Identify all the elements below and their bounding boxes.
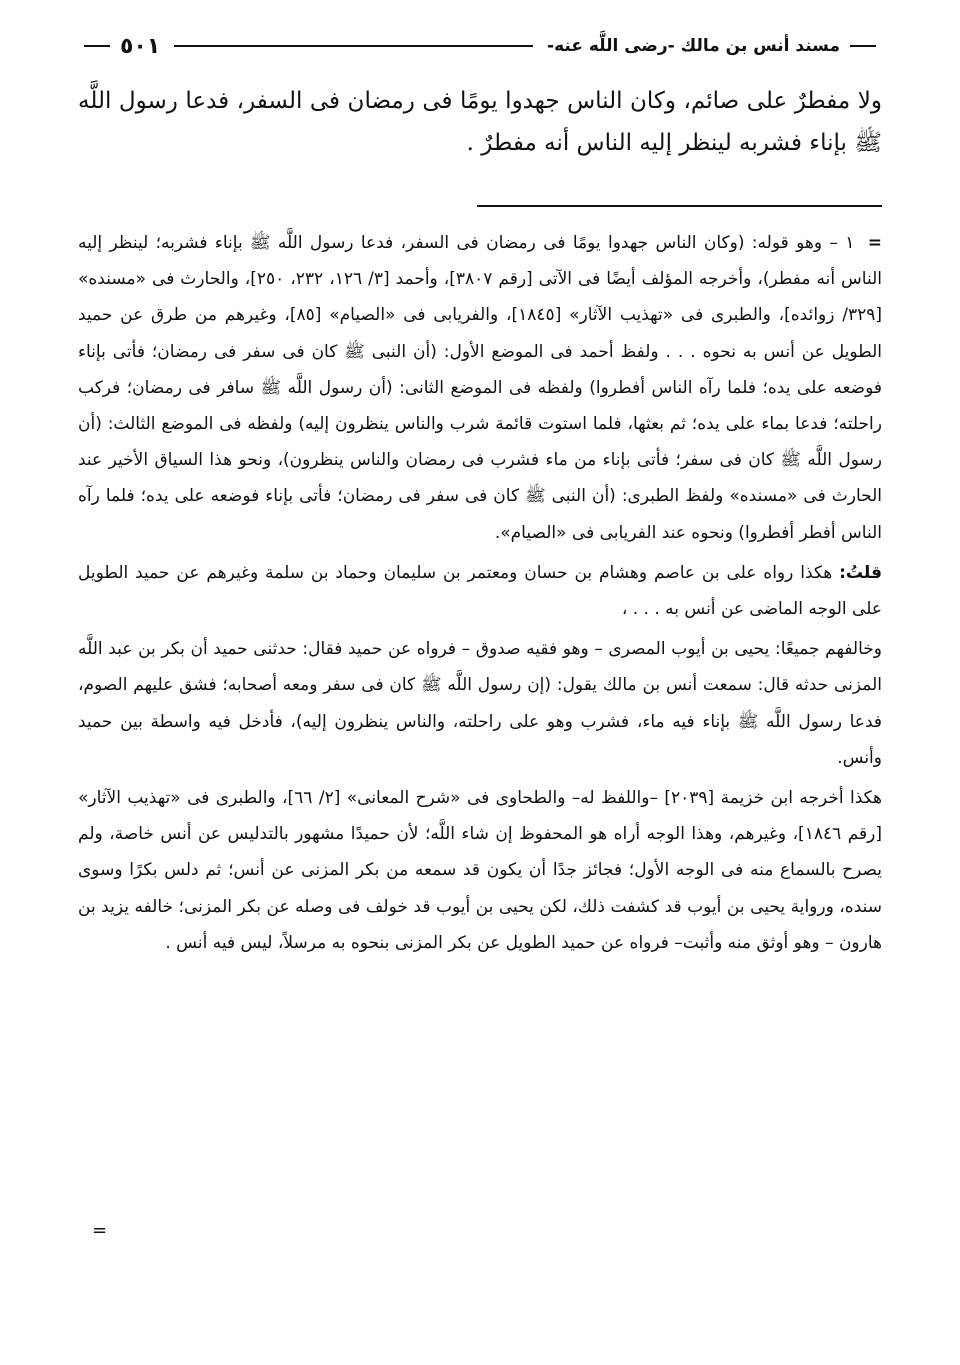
footnote-separator xyxy=(477,205,882,207)
footnote-text: هكذا رواه على بن عاصم وهشام بن حسان ومعتمر بن سليمان وحماد بن سلمة وغيرهم عن حميد الطويل على الوجه الماضى عن أنس به . . . ، xyxy=(78,562,882,620)
footnote-text: وهو قوله: (وكان الناس جهدوا يومًا فى رمضان فى السفر، فدعا رسول اللَّه ﷺ بإناء فشربه؛ لينظر إليه الناس أنه مفطر)، وأخرجه المؤلف أيضًا فى الآتى [رقم ٣٨٠٧]، وأحمد [٣/ ١٢٦، ٢٣٢، ٢٥٠]، والحارث فى «مسنده» [٣٢٩/ زوائده]، والطبرى فى «تهذيب الآثار» [١٨٤٥]، والفريابى فى «الصيام» [٨٥]، وغيرهم من طرق عن حميد الطويل عن أنس به نحوه . . . ولفظ أحمد فى الموضع الأول: (أن النبى ﷺ كان فى سفر فى رمضان؛ فأتى بإناء فوضعه على يده؛ فلما رآه الناس أفطروا) ولفظه فى الموضع الثانى: (أن رسول اللَّه ﷺ سافر فى رمضان؛ فركب راحلته؛ فدعا بماء على يده؛ ثم بعثها، فلما استوت قائمة شرب والناس ينظرون إليه) ولفظه فى الموضع الثالث: (أن رسول اللَّه ﷺ كان فى سفر؛ فأتى بإناء من ماء فشرب فى رمضان والناس ينظرون)، ونحو هذا السياق الأخير عند الحارث فى «مسنده» ولفظ الطبرى: (أن النبى ﷺ كان فى سفر فى رمضان؛ فأتى بإناء فوضعه على يده؛ فلما رآه الناس أفطر أفطروا) ونحوه عند الفريابى فى «الصيام». xyxy=(78,233,883,543)
qultu-label: قلتُ: xyxy=(839,562,882,583)
continuation-mark-end: = xyxy=(92,1220,108,1241)
page-number: ٥٠١ xyxy=(120,33,161,59)
header-rule xyxy=(174,45,533,47)
header-dash xyxy=(850,45,876,47)
running-title: مسند أنس بن مالك -رضى اللَّه عنه- xyxy=(547,36,840,56)
footnote-paragraph xyxy=(78,225,882,551)
footnotes xyxy=(78,225,882,965)
footnote-paragraph xyxy=(78,780,882,961)
footnote-text: هكذا أخرجه ابن خزيمة [٢٠٣٩] –واللفظ له– والطحاوى فى «شرح المعانى» [٢/ ٦٦]، والطبرى فى «تهذيب الآثار» [رقم ١٨٤٦]، وغيرهم، وهذا الوجه أراه هو المحفوظ إن شاء اللَّه؛ لأن حميدًا مشهور بالتدليس عن أنس خاصة، ولم يصرح بالسماع منه فى الوجه الأول؛ فجائز جدًا أن يكون قد سمعه من بكر المزنى عن أنس؛ ثم دلس بكرًا وسوى سنده، ورواية يحيى بن أيوب قد كشفت ذلك، لكن يحيى بن أيوب قد خولف فى وصله عن بكر المزنى؛ خالفه يزيد بن هارون – وهو أوثق منه وأثبت– فرواه عن حميد الطويل عن بكر المزنى بنحوه به مرسلاً، ليس فيه أنس . xyxy=(78,788,882,953)
header-dash xyxy=(84,45,110,47)
footnote-paragraph xyxy=(78,555,882,627)
main-hadith-text: ولا مفطرٌ على صائم، وكان الناس جهدوا يومًا فى رمضان فى السفر، فدعا رسول اللَّه ﷺ بإناء فشربه لينظر إليه الناس أنه مفطرٌ . xyxy=(78,88,882,156)
running-header xyxy=(78,28,882,64)
continuation-mark-start: = xyxy=(867,233,883,253)
footnote-text: وخالفهم جميعًا: يحيى بن أيوب المصرى – وهو فقيه صدوق – فرواه عن حميد فقال: حدثنى حميد أن بكر بن عبد اللَّه المزنى حدثه قال: سمعت أنس بن مالك يقول: (إن رسول اللَّه ﷺ كان فى سفر ومعه أصحابه؛ فشق عليهم الصوم، فدعا رسول اللَّه ﷺ بإناء فيه ماء، فشرب وهو على راحلته، والناس ينظرون إليه)، فأدخل فيه واسطة بين حميد وأنس. xyxy=(78,639,882,768)
footnote-paragraph xyxy=(78,631,882,776)
footnote-number: ١ – xyxy=(829,233,855,253)
